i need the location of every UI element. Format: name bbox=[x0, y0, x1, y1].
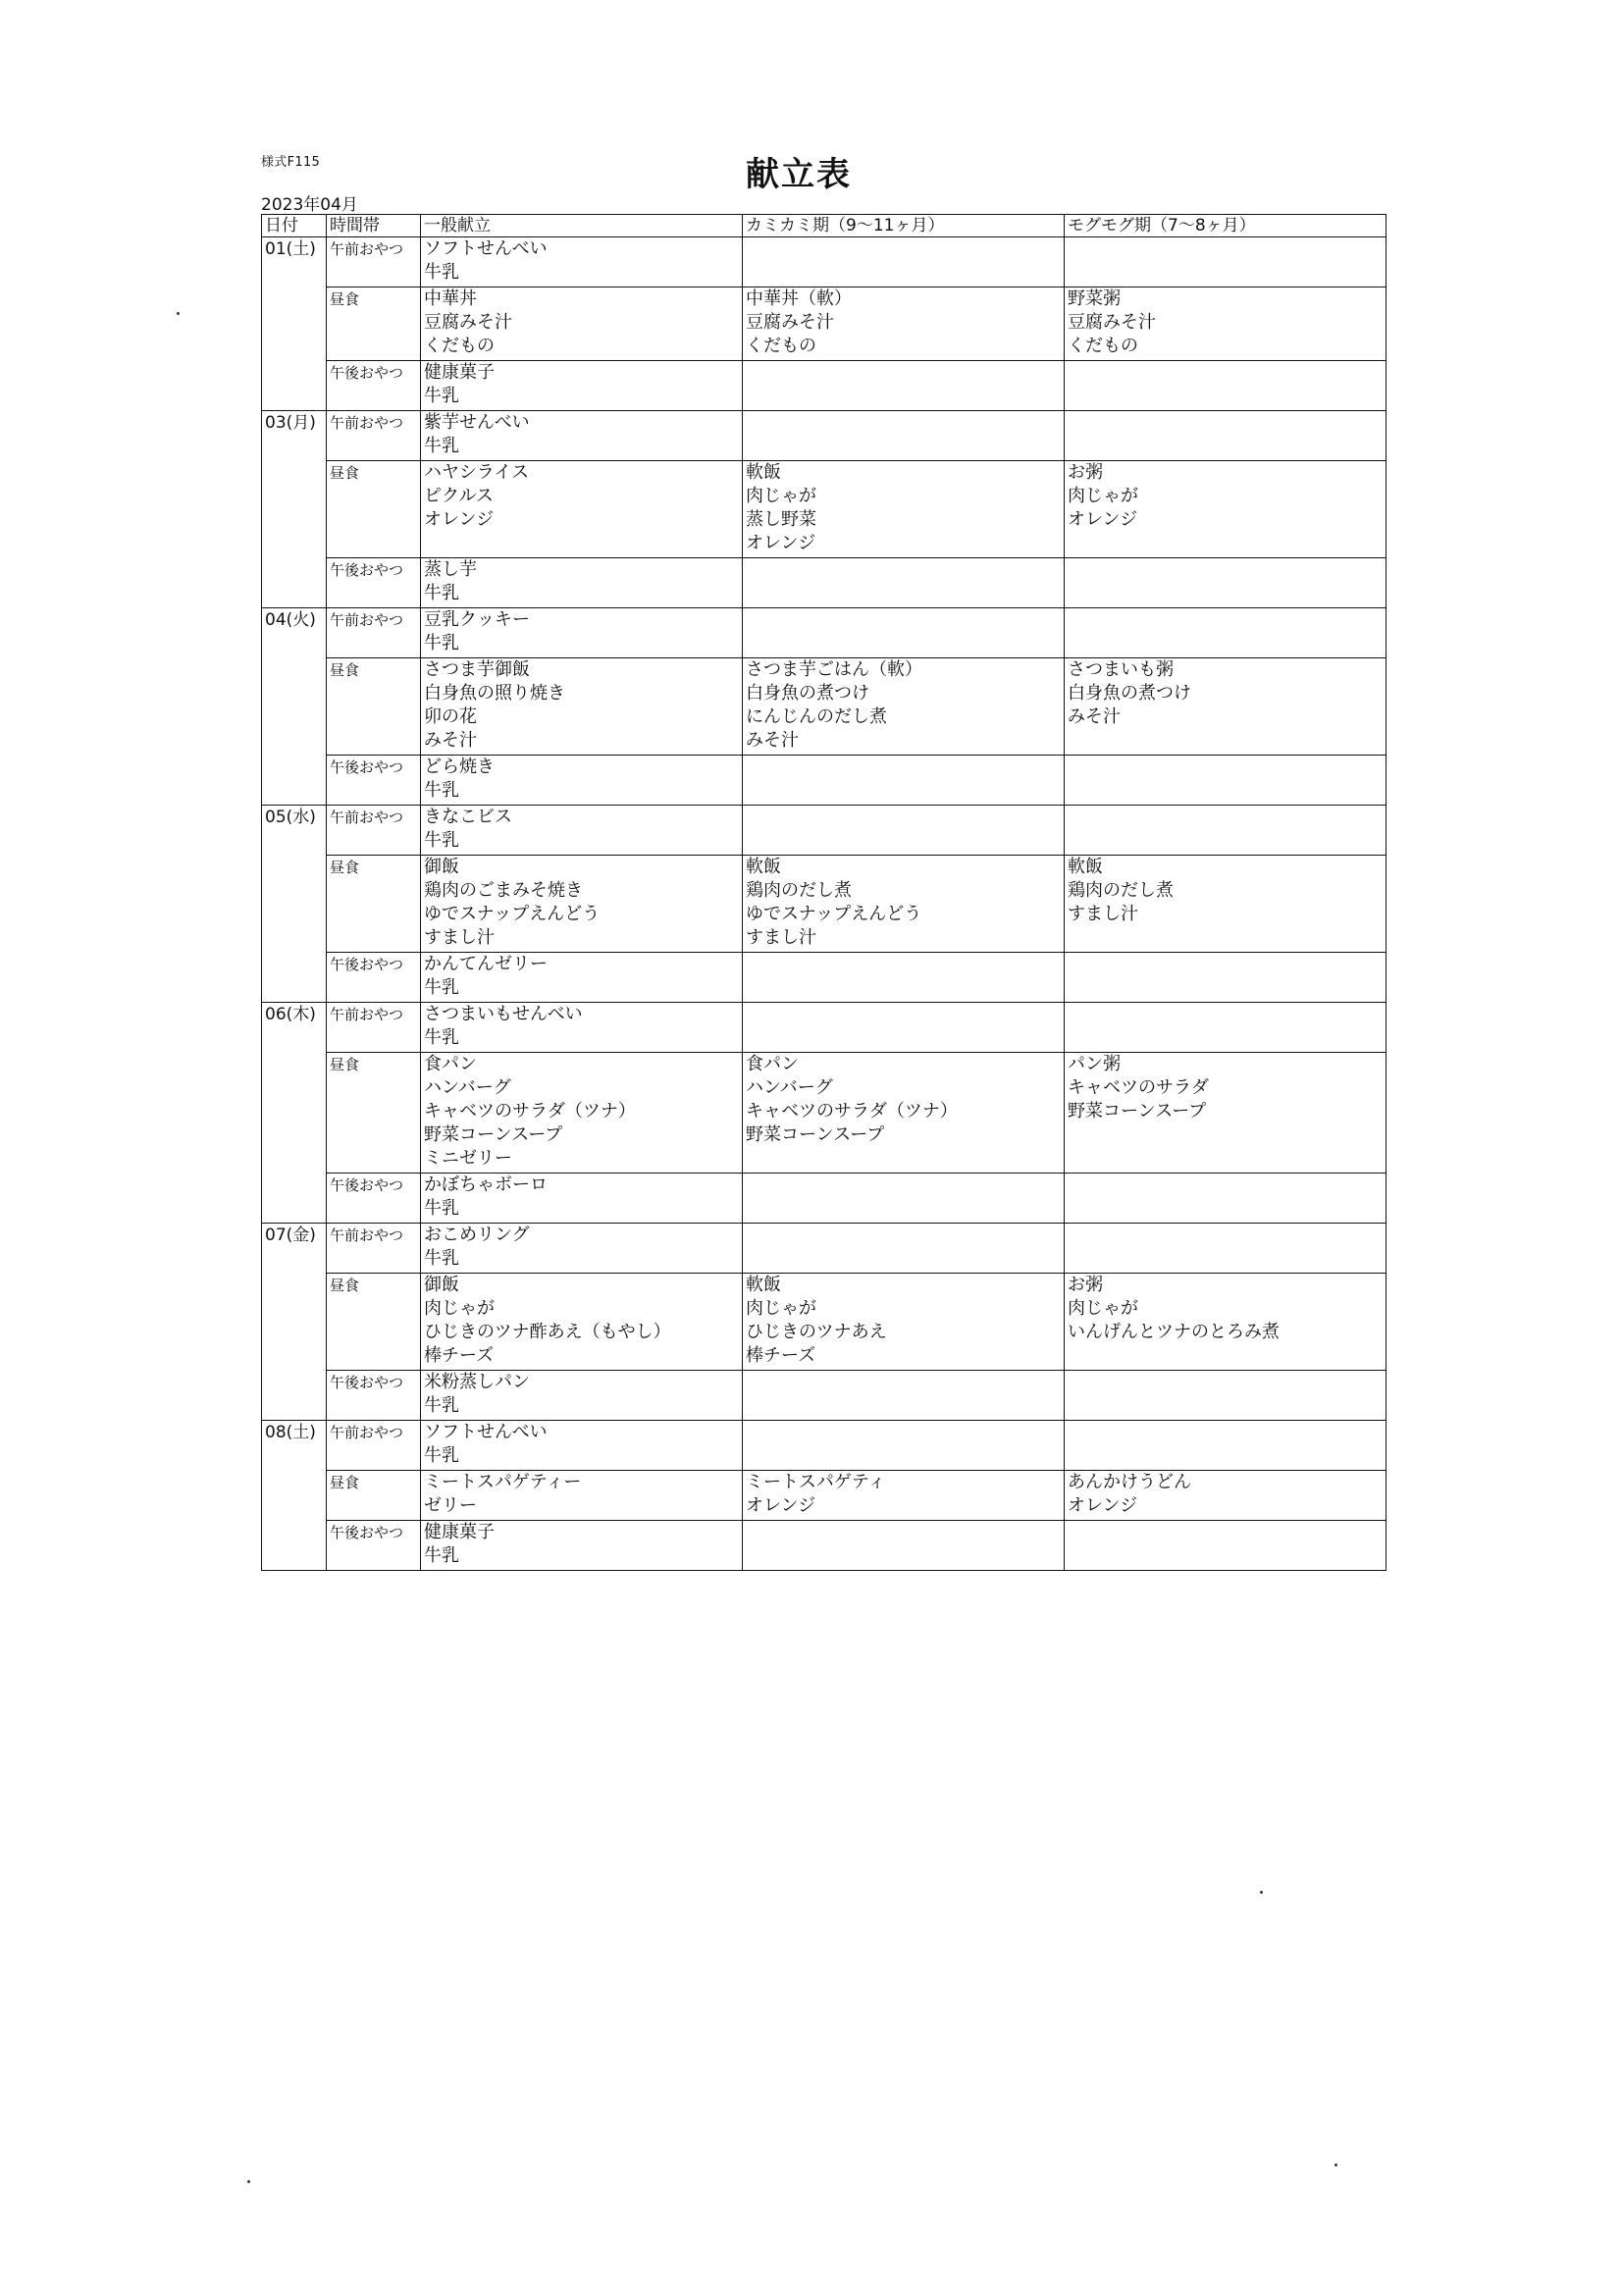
mogumogu-menu-cell bbox=[1065, 411, 1387, 461]
general-menu-cell bbox=[421, 1003, 743, 1053]
date-cell: 06(木) bbox=[262, 1003, 327, 1224]
menu-item: さつまいも粥 bbox=[1068, 659, 1174, 680]
table-row bbox=[262, 1471, 1387, 1521]
kamikami-menu-cell bbox=[743, 411, 1065, 461]
general-menu-cell bbox=[421, 658, 743, 756]
general-menu-cell bbox=[421, 1053, 743, 1174]
mogumogu-menu-cell bbox=[1065, 953, 1387, 1003]
menu-item: みそ汁 bbox=[424, 730, 477, 751]
menu-item: 肉じゃが bbox=[1068, 486, 1138, 506]
col-header-slot: 時間帯 bbox=[327, 215, 421, 237]
kamikami-menu-cell bbox=[743, 1224, 1065, 1274]
mogumogu-menu-cell bbox=[1065, 1371, 1387, 1421]
general-menu-cell bbox=[421, 1224, 743, 1274]
menu-item: 健康菓子 bbox=[424, 1522, 495, 1542]
col-header-mogumogu: モグモグ期（7～8ヶ月） bbox=[1065, 215, 1387, 237]
menu-item: ゼリー bbox=[424, 1495, 477, 1516]
time-slot-cell: 午前おやつ bbox=[327, 1003, 421, 1053]
time-slot-cell: 午後おやつ bbox=[327, 1371, 421, 1421]
menu-item: ひじきのツナ酢あえ（もやし） bbox=[424, 1322, 671, 1342]
menu-item: くだもの bbox=[1068, 336, 1138, 356]
menu-item: きなこビス bbox=[424, 807, 512, 827]
menu-item: 鶏肉のごまみそ焼き bbox=[424, 880, 583, 901]
table-row bbox=[262, 1003, 1387, 1053]
menu-item: ミニゼリー bbox=[424, 1148, 512, 1169]
menu-item: すまし汁 bbox=[424, 927, 495, 948]
col-header-general: 一般献立 bbox=[421, 215, 743, 237]
menu-item: 食パン bbox=[424, 1054, 477, 1074]
time-slot-cell: 昼食 bbox=[327, 1471, 421, 1521]
menu-item: キャベツのサラダ（ツナ） bbox=[746, 1101, 958, 1122]
table-row bbox=[262, 558, 1387, 608]
menu-item: ソフトせんべい bbox=[424, 1422, 548, 1442]
menu-item: おこめリング bbox=[424, 1225, 530, 1245]
menu-item: 牛乳 bbox=[424, 780, 459, 801]
time-slot-cell: 午後おやつ bbox=[327, 361, 421, 411]
general-menu-cell bbox=[421, 1371, 743, 1421]
menu-item: 野菜コーンスープ bbox=[1068, 1101, 1207, 1122]
menu-item: ゆでスナップえんどう bbox=[424, 904, 601, 924]
menu-table bbox=[261, 214, 1387, 1571]
general-menu-cell bbox=[421, 558, 743, 608]
menu-item: 白身魚の煮つけ bbox=[1068, 683, 1191, 704]
scan-speck bbox=[177, 312, 180, 315]
kamikami-menu-cell bbox=[743, 287, 1065, 361]
time-slot-cell: 昼食 bbox=[327, 461, 421, 558]
mogumogu-menu-cell bbox=[1065, 1003, 1387, 1053]
date-cell: 07(金) bbox=[262, 1224, 327, 1421]
time-slot-cell: 昼食 bbox=[327, 287, 421, 361]
menu-item: みそ汁 bbox=[746, 730, 799, 751]
mogumogu-menu-cell bbox=[1065, 461, 1387, 558]
menu-item: 豆乳クッキー bbox=[424, 609, 530, 630]
menu-item: 野菜コーンスープ bbox=[424, 1124, 563, 1145]
table-row bbox=[262, 461, 1387, 558]
menu-item: お粥 bbox=[1068, 462, 1103, 483]
menu-item: ゆでスナップえんどう bbox=[746, 904, 922, 924]
mogumogu-menu-cell bbox=[1065, 1274, 1387, 1371]
mogumogu-menu-cell bbox=[1065, 806, 1387, 856]
menu-item: オレンジ bbox=[424, 509, 495, 530]
table-row bbox=[262, 608, 1387, 658]
kamikami-menu-cell bbox=[743, 1371, 1065, 1421]
date-cell: 05(水) bbox=[262, 806, 327, 1003]
page-title: 献立表 bbox=[746, 155, 852, 194]
time-slot-cell: 午前おやつ bbox=[327, 237, 421, 287]
table-row bbox=[262, 1371, 1387, 1421]
menu-item: 牛乳 bbox=[424, 1027, 459, 1048]
menu-item: 牛乳 bbox=[424, 436, 459, 456]
table-row bbox=[262, 1521, 1387, 1571]
col-header-kamikami: カミカミ期（9～11ヶ月） bbox=[743, 215, 1065, 237]
table-row bbox=[262, 756, 1387, 806]
menu-item: ピクルス bbox=[424, 486, 494, 506]
menu-item: パン粥 bbox=[1068, 1054, 1121, 1074]
menu-item: 白身魚の煮つけ bbox=[746, 683, 869, 704]
time-slot-cell: 午後おやつ bbox=[327, 1521, 421, 1571]
table-row bbox=[262, 1421, 1387, 1471]
kamikami-menu-cell bbox=[743, 558, 1065, 608]
kamikami-menu-cell bbox=[743, 1003, 1065, 1053]
menu-item: 軟飯 bbox=[746, 462, 781, 483]
kamikami-menu-cell bbox=[743, 608, 1065, 658]
menu-item: ミートスパゲティー bbox=[424, 1472, 582, 1492]
time-slot-cell: 昼食 bbox=[327, 1274, 421, 1371]
table-row bbox=[262, 1224, 1387, 1274]
kamikami-menu-cell bbox=[743, 856, 1065, 953]
table-row bbox=[262, 658, 1387, 756]
general-menu-cell bbox=[421, 287, 743, 361]
menu-item: 中華丼（軟） bbox=[746, 288, 852, 309]
general-menu-cell bbox=[421, 806, 743, 856]
table-row bbox=[262, 856, 1387, 953]
time-slot-cell: 午後おやつ bbox=[327, 1174, 421, 1224]
time-slot-cell: 午後おやつ bbox=[327, 756, 421, 806]
menu-item: オレンジ bbox=[1068, 1495, 1138, 1516]
menu-item: 蒸し芋 bbox=[424, 559, 477, 580]
time-slot-cell: 午前おやつ bbox=[327, 411, 421, 461]
kamikami-menu-cell bbox=[743, 658, 1065, 756]
header-row bbox=[262, 215, 1387, 237]
mogumogu-menu-cell bbox=[1065, 856, 1387, 953]
menu-item: 牛乳 bbox=[424, 977, 459, 998]
menu-item: 豆腐みそ汁 bbox=[424, 312, 512, 333]
kamikami-menu-cell bbox=[743, 237, 1065, 287]
menu-item: さつま芋ごはん（軟） bbox=[746, 659, 922, 680]
table-row bbox=[262, 361, 1387, 411]
general-menu-cell bbox=[421, 411, 743, 461]
menu-item: 軟飯 bbox=[746, 857, 781, 877]
time-slot-cell: 午前おやつ bbox=[327, 608, 421, 658]
menu-item: 牛乳 bbox=[424, 262, 459, 283]
menu-item: 健康菓子 bbox=[424, 362, 495, 383]
kamikami-menu-cell bbox=[743, 1471, 1065, 1521]
menu-item: くだもの bbox=[746, 336, 816, 356]
menu-item: 牛乳 bbox=[424, 1445, 459, 1466]
menu-item: 御飯 bbox=[424, 857, 459, 877]
menu-item: ミートスパゲティ bbox=[746, 1472, 886, 1492]
general-menu-cell bbox=[421, 461, 743, 558]
menu-item: 白身魚の照り焼き bbox=[424, 683, 565, 704]
menu-item: 中華丼 bbox=[424, 288, 477, 309]
table-row bbox=[262, 1274, 1387, 1371]
menu-item: 米粉蒸しパン bbox=[424, 1372, 530, 1392]
table-row bbox=[262, 953, 1387, 1003]
general-menu-cell bbox=[421, 953, 743, 1003]
general-menu-cell bbox=[421, 1521, 743, 1571]
menu-item: ハンバーグ bbox=[424, 1077, 511, 1098]
table-row bbox=[262, 806, 1387, 856]
menu-item: さつまいもせんべい bbox=[424, 1004, 583, 1024]
menu-item: 食パン bbox=[746, 1054, 799, 1074]
general-menu-cell bbox=[421, 1421, 743, 1471]
menu-item: 棒チーズ bbox=[424, 1345, 495, 1366]
menu-item: くだもの bbox=[424, 336, 495, 356]
scan-speck bbox=[247, 2180, 250, 2183]
general-menu-cell bbox=[421, 361, 743, 411]
general-menu-cell bbox=[421, 756, 743, 806]
kamikami-menu-cell bbox=[743, 953, 1065, 1003]
menu-item: 肉じゃが bbox=[746, 486, 816, 506]
menu-item: 卯の花 bbox=[424, 706, 477, 727]
menu-item: さつま芋御飯 bbox=[424, 659, 530, 680]
kamikami-menu-cell bbox=[743, 756, 1065, 806]
menu-item: 豆腐みそ汁 bbox=[746, 312, 834, 333]
mogumogu-menu-cell bbox=[1065, 756, 1387, 806]
mogumogu-menu-cell bbox=[1065, 1521, 1387, 1571]
date-cell: 04(火) bbox=[262, 608, 327, 806]
kamikami-menu-cell bbox=[743, 461, 1065, 558]
kamikami-menu-cell bbox=[743, 1174, 1065, 1224]
menu-item: 肉じゃが bbox=[1068, 1298, 1138, 1319]
date-cell: 08(土) bbox=[262, 1421, 327, 1571]
time-slot-cell: 昼食 bbox=[327, 658, 421, 756]
kamikami-menu-cell bbox=[743, 1421, 1065, 1471]
time-slot-cell: 午後おやつ bbox=[327, 558, 421, 608]
mogumogu-menu-cell bbox=[1065, 558, 1387, 608]
mogumogu-menu-cell bbox=[1065, 1471, 1387, 1521]
time-slot-cell: 午後おやつ bbox=[327, 953, 421, 1003]
menu-table-body bbox=[262, 237, 1387, 1571]
general-menu-cell bbox=[421, 237, 743, 287]
table-row bbox=[262, 237, 1387, 287]
menu-month: 2023年04月 bbox=[261, 195, 358, 215]
menu-item: 牛乳 bbox=[424, 1545, 459, 1566]
general-menu-cell bbox=[421, 1274, 743, 1371]
menu-item: 野菜粥 bbox=[1068, 288, 1121, 309]
menu-item: 肉じゃが bbox=[746, 1298, 816, 1319]
date-cell: 03(月) bbox=[262, 411, 327, 608]
menu-item: 肉じゃが bbox=[424, 1298, 495, 1319]
time-slot-cell: 昼食 bbox=[327, 856, 421, 953]
table-row bbox=[262, 1174, 1387, 1224]
scan-speck bbox=[1334, 2164, 1337, 2166]
mogumogu-menu-cell bbox=[1065, 361, 1387, 411]
time-slot-cell: 午前おやつ bbox=[327, 1224, 421, 1274]
mogumogu-menu-cell bbox=[1065, 1421, 1387, 1471]
kamikami-menu-cell bbox=[743, 1053, 1065, 1174]
mogumogu-menu-cell bbox=[1065, 1053, 1387, 1174]
kamikami-menu-cell bbox=[743, 806, 1065, 856]
menu-item: ソフトせんべい bbox=[424, 238, 548, 259]
menu-item: どら焼き bbox=[424, 757, 495, 777]
menu-item: 牛乳 bbox=[424, 583, 459, 603]
kamikami-menu-cell bbox=[743, 1274, 1065, 1371]
menu-item: 牛乳 bbox=[424, 830, 459, 851]
date-cell: 01(土) bbox=[262, 237, 327, 411]
time-slot-cell: 昼食 bbox=[327, 1053, 421, 1174]
col-header-date: 日付 bbox=[262, 215, 327, 237]
menu-item: オレンジ bbox=[746, 533, 816, 553]
menu-item: 軟飯 bbox=[1068, 857, 1103, 877]
general-menu-cell bbox=[421, 608, 743, 658]
general-menu-cell bbox=[421, 1174, 743, 1224]
time-slot-cell: 午前おやつ bbox=[327, 1421, 421, 1471]
general-menu-cell bbox=[421, 856, 743, 953]
menu-item: すまし汁 bbox=[746, 927, 816, 948]
menu-item: かぼちゃボーロ bbox=[424, 1174, 548, 1195]
menu-item: にんじんのだし煮 bbox=[746, 706, 887, 727]
menu-item: 鶏肉のだし煮 bbox=[746, 880, 852, 901]
menu-item: お粥 bbox=[1068, 1275, 1103, 1295]
time-slot-cell: 午前おやつ bbox=[327, 806, 421, 856]
menu-item: ハンバーグ bbox=[746, 1077, 833, 1098]
menu-item: 牛乳 bbox=[424, 386, 459, 406]
menu-item: 牛乳 bbox=[424, 1395, 459, 1416]
table-row bbox=[262, 411, 1387, 461]
form-number: 様式F115 bbox=[261, 155, 321, 170]
mogumogu-menu-cell bbox=[1065, 1224, 1387, 1274]
table-row bbox=[262, 1053, 1387, 1174]
menu-item: 棒チーズ bbox=[746, 1345, 816, 1366]
menu-item: 軟飯 bbox=[746, 1275, 781, 1295]
menu-item: すまし汁 bbox=[1068, 904, 1138, 924]
mogumogu-menu-cell bbox=[1065, 237, 1387, 287]
menu-item: 豆腐みそ汁 bbox=[1068, 312, 1156, 333]
kamikami-menu-cell bbox=[743, 1521, 1065, 1571]
menu-item: オレンジ bbox=[746, 1495, 816, 1516]
mogumogu-menu-cell bbox=[1065, 658, 1387, 756]
scan-speck bbox=[1260, 1891, 1263, 1894]
menu-item: 牛乳 bbox=[424, 633, 459, 653]
mogumogu-menu-cell bbox=[1065, 608, 1387, 658]
menu-item: 牛乳 bbox=[424, 1248, 459, 1269]
menu-item: 御飯 bbox=[424, 1275, 459, 1295]
menu-item: あんかけうどん bbox=[1068, 1472, 1191, 1492]
menu-item: 牛乳 bbox=[424, 1198, 459, 1219]
menu-item: 鶏肉のだし煮 bbox=[1068, 880, 1174, 901]
mogumogu-menu-cell bbox=[1065, 287, 1387, 361]
menu-item: みそ汁 bbox=[1068, 706, 1121, 727]
menu-item: 野菜コーンスープ bbox=[746, 1124, 885, 1145]
mogumogu-menu-cell bbox=[1065, 1174, 1387, 1224]
menu-item: ひじきのツナあえ bbox=[746, 1322, 887, 1342]
menu-item: かんてんゼリー bbox=[424, 954, 548, 974]
table-row bbox=[262, 287, 1387, 361]
menu-item: 蒸し野菜 bbox=[746, 509, 816, 530]
menu-item: キャベツのサラダ bbox=[1068, 1077, 1209, 1098]
menu-item: ハヤシライス bbox=[424, 462, 530, 483]
menu-item: キャベツのサラダ（ツナ） bbox=[424, 1101, 636, 1122]
menu-item: いんげんとツナのとろみ煮 bbox=[1068, 1322, 1280, 1342]
general-menu-cell bbox=[421, 1471, 743, 1521]
kamikami-menu-cell bbox=[743, 361, 1065, 411]
menu-item: 紫芋せんべい bbox=[424, 412, 530, 433]
menu-item: オレンジ bbox=[1068, 509, 1138, 530]
